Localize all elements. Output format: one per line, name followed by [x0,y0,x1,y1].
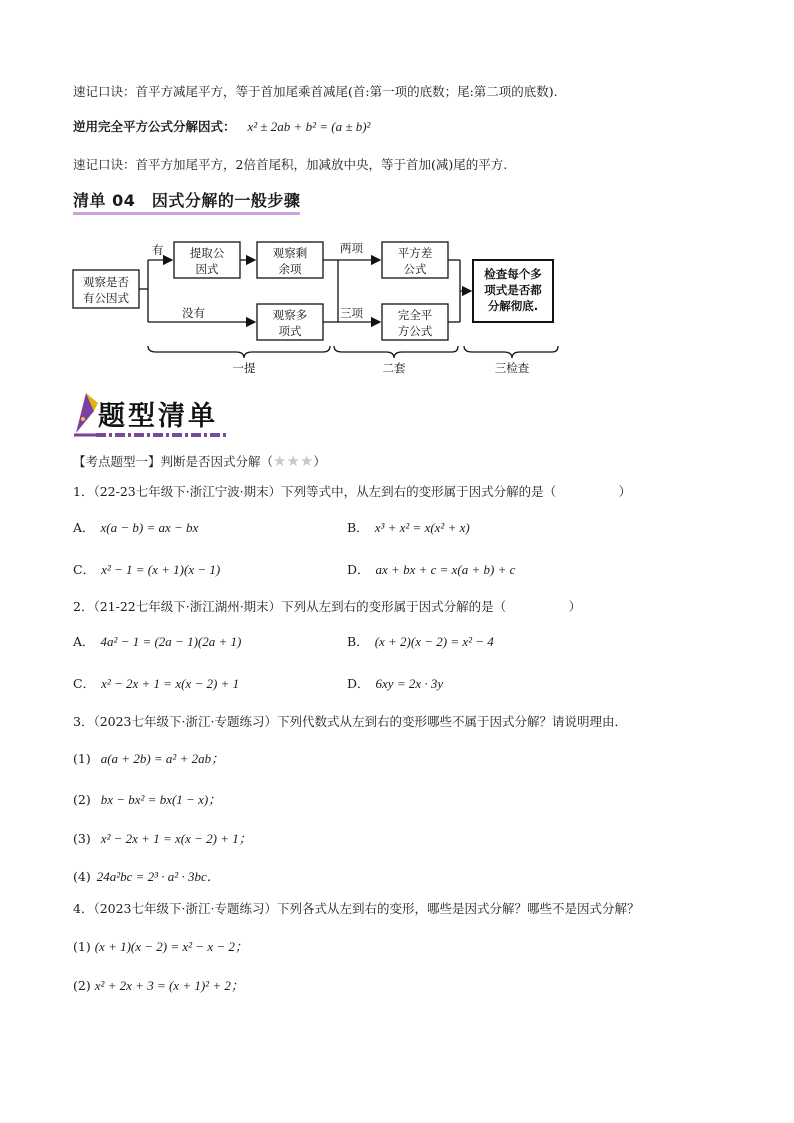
question-4-stem: 4．（2023七年级下·浙江·专题练习）下列各式从左到右的变形，哪些是因式分解？哪些不是因式分解？ [73,901,640,916]
q2-option-d [347,674,443,692]
q2-option-c [73,674,239,692]
reverse-formula-line [73,117,370,135]
option-text: x³ + x² = x(x² + x) [374,520,470,535]
label-two-terms: 两项 [340,241,363,255]
brace-label-3: 三检查 [494,361,530,375]
mnemonic-line-2: 速记口诀：首平方加尾平方，2倍首尾积，加减放中央，等于首加(减)尾的平方. [73,157,508,172]
item-number: (2) [73,792,91,807]
section-04-title: 清单 04 因式分解的一般步骤 [73,188,300,215]
brace-label-2: 二套 [382,361,406,375]
extract-line-1: 提取公 [189,246,225,260]
option-key: C． [73,562,96,577]
start-line-2: 有公因式 [83,291,129,305]
option-key: D． [347,562,370,577]
observe-multi-line-2: 项式 [278,324,302,338]
option-text: x² − 1 = (x + 1)(x − 1) [101,562,221,577]
option-text: x² − 2x + 1 = x(x − 2) + 1 [101,676,240,691]
check-line-1: 检查每个多 [484,267,542,281]
option-text: ax + bx + c = x(a + b) + c [375,562,516,577]
label-three-terms: 三项 [340,306,363,320]
q1-option-a [73,518,198,536]
banner-underline [96,433,226,437]
item-text: bx − bx² = bx(1 − x)； [100,792,222,807]
label-yes: 有 [152,243,164,257]
q1-option-d [347,560,515,578]
type-1-label: 【考点题型一】判断是否因式分解（ [73,454,274,469]
q3-item-1 [73,748,224,767]
question-3-stem: 3．（2023七年级下·浙江·专题练习）下列代数式从左到右的变形哪些不属于因式分解？请说明理由． [73,714,627,729]
difficulty-stars: ★★★ [273,452,314,470]
reverse-formula: x² ± 2ab + b² = (a ± b)² [247,119,371,134]
q1-option-c [73,560,220,578]
type-1-close: ） [313,454,326,469]
q2-option-a [73,632,241,650]
option-text: 4a² − 1 = (2a − 1)(2a + 1) [100,634,242,649]
brace-label-1: 一提 [232,361,256,375]
item-text: x² + 2x + 3 = (x + 1)² + 2； [94,978,244,993]
observe-multi-line-1: 观察多 [272,308,308,322]
diff-squares-line-1: 平方差 [397,246,433,260]
mnemonic-line-1: 速记口诀：首平方减尾平方，等于首加尾乘首减尾(首:第一项的底数；尾:第二项的底数). [73,84,558,99]
option-text: (x + 2)(x − 2) = x² − 4 [374,634,494,649]
extract-line-2: 因式 [195,262,219,276]
q3-item-4 [73,866,220,885]
check-line-3: 分解彻底. [487,299,539,313]
item-text: 24a²bc = 2³ · a² · 3bc． [96,869,220,884]
option-key: D． [347,676,370,691]
item-text: (x + 1)(x − 2) = x² − x − 2； [94,939,248,954]
question-1-stem: 1．（22-23七年级下·浙江宁波·期末）下列等式中，从左到右的变形属于因式分解的是（ ） [73,484,632,499]
item-text: x² − 2x + 1 = x(x − 2) + 1； [100,831,252,846]
item-number: (4) [73,869,91,884]
label-no: 没有 [182,306,205,320]
q3-item-3 [73,828,252,847]
option-text: 6xy = 2x · 3y [375,676,444,691]
item-number: (1) [73,939,91,954]
option-text: x(a − b) = ax − bx [100,520,199,535]
reverse-formula-label: 逆用完全平方公式分解因式： [73,119,236,134]
item-text: a(a + 2b) = a² + 2ab； [100,751,225,766]
q2-option-b [347,632,494,650]
start-line-1: 观察是否 [83,275,129,289]
item-number: (2) [73,978,91,993]
perfect-square-line-2: 方公式 [397,324,433,338]
q4-item-1 [73,936,248,955]
item-number: (3) [73,831,91,846]
factorization-flowchart [68,230,578,380]
q3-item-2 [73,789,221,808]
observe-rest-line-2: 余项 [278,262,302,276]
perfect-square-line-1: 完全平 [397,308,433,322]
item-number: (1) [73,751,91,766]
option-key: A． [73,634,95,649]
banner-title: 题型清单 [98,401,218,432]
observe-rest-line-1: 观察剩 [272,246,308,260]
option-key: A． [73,520,95,535]
diff-squares-line-2: 公式 [403,262,427,276]
option-key: B． [347,520,369,535]
q1-option-b [347,518,470,536]
q4-item-2 [73,975,244,994]
type-1-heading [73,452,326,470]
question-2-stem: 2．（21-22七年级下·浙江湖州·期末）下列从左到右的变形属于因式分解的是（ ） [73,599,582,614]
option-key: B． [347,634,369,649]
option-key: C． [73,676,96,691]
check-line-2: 项式是否都 [484,283,542,297]
